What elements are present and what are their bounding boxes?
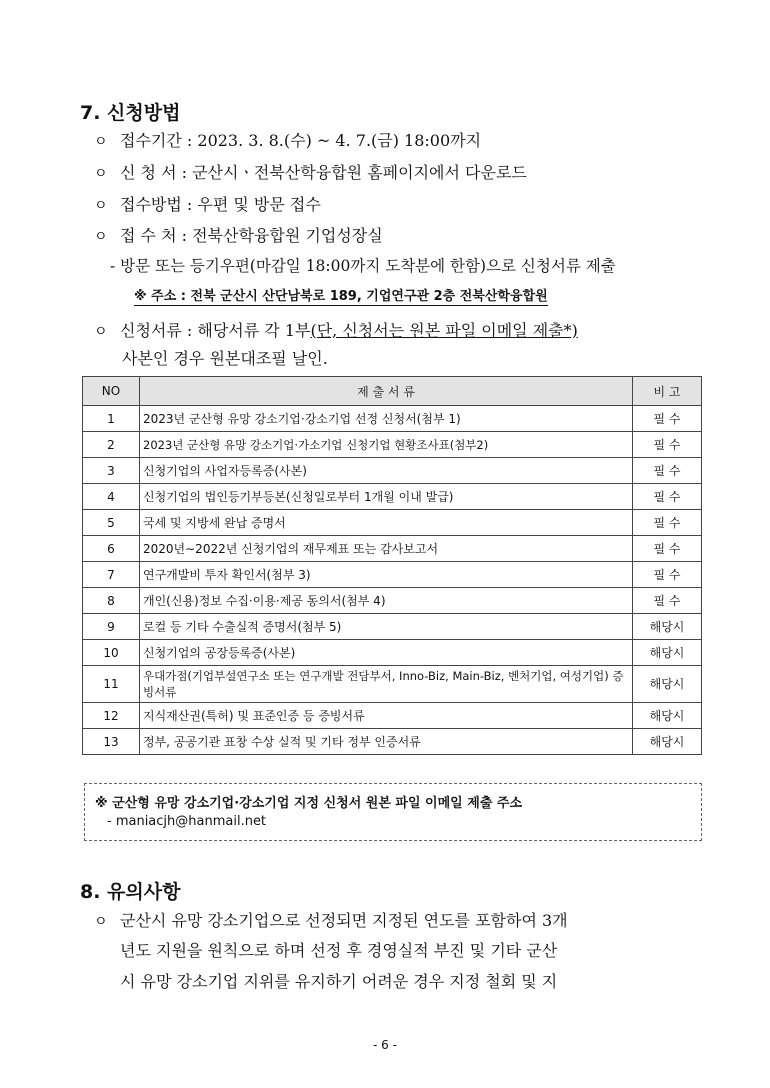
row-number: 11 — [83, 666, 140, 703]
bullet-icon: ㅇ — [94, 134, 108, 150]
required-docs-emphasis: (단, 신청서는 원본 파일 이메일 제출*) — [310, 321, 578, 340]
table-row — [83, 729, 702, 755]
row-number: 4 — [83, 484, 140, 510]
document-name: 연구개발비 투자 확인서(첨부 3) — [140, 562, 633, 588]
apply-period-text: 접수기간 : 2023. 3. 8.(수) ~ 4. 7.(금) 18:00까지 — [120, 131, 482, 150]
row-number: 1 — [83, 406, 140, 432]
notice-text-1: 군산시 유망 강소기업으로 선정되면 지정된 연도를 포함하여 3개 — [120, 911, 568, 930]
required-docs-prefix: 신청서류 : 해당서류 각 1부 — [120, 321, 311, 340]
table-row — [83, 562, 702, 588]
notice-text-3: 시 유망 강소기업 지위를 유지하기 어려운 경우 지정 철회 및 지 — [120, 972, 558, 991]
row-number: 13 — [83, 729, 140, 755]
remark: 필 수 — [633, 562, 702, 588]
row-number: 10 — [83, 640, 140, 666]
remark: 해당시 — [633, 666, 702, 703]
document-name: 개인(신용)정보 수집·이용·제공 동의서(첨부 4) — [140, 588, 633, 614]
remark: 필 수 — [633, 432, 702, 458]
table-row — [83, 536, 702, 562]
remark: 해당시 — [633, 729, 702, 755]
notice-line-1 — [94, 908, 568, 931]
document-name: 2023년 군산형 유망 강소기업·강소기업 선정 신청서(첨부 1) — [140, 406, 633, 432]
section-8-title: 8. 유의사항 — [80, 881, 181, 903]
document-name: 2020년∼2022년 신청기업의 재무제표 또는 감사보고서 — [140, 536, 633, 562]
remark: 해당시 — [633, 703, 702, 729]
apply-office-text: 접 수 처 : 전북산학융합원 기업성장실 — [120, 226, 383, 245]
document-name: 신청기업의 공장등록증(사본) — [140, 640, 633, 666]
email-note-title: ※ 군산형 유망 강소기업·강소기업 지정 신청서 원본 파일 이메일 제출 주소 — [95, 796, 523, 811]
table-row — [83, 510, 702, 536]
table-row — [83, 432, 702, 458]
apply-method-line — [94, 192, 321, 215]
remark: 필 수 — [633, 484, 702, 510]
remark: 필 수 — [633, 510, 702, 536]
page-number: - 6 - — [373, 1038, 397, 1052]
copy-certification-note: 사본인 경우 원본대조필 날인. — [122, 349, 328, 368]
document-name: 신청기업의 법인등기부등본(신청일로부터 1개월 이내 발급) — [140, 484, 633, 510]
remark: 필 수 — [633, 406, 702, 432]
table-row — [83, 640, 702, 666]
document-name: 로컬 등 기타 수출실적 증명서(첨부 5) — [140, 614, 633, 640]
remark: 필 수 — [633, 536, 702, 562]
row-number: 12 — [83, 703, 140, 729]
document-name: 국세 및 지방세 완납 증명서 — [140, 510, 633, 536]
table-row — [83, 588, 702, 614]
document-name: 지식재산권(특허) 및 표준인증 등 증빙서류 — [140, 703, 633, 729]
table-row — [83, 484, 702, 510]
submission-note: - 방문 또는 등기우편(마감일 18:00까지 도착분에 한함)으로 신청서류 제출 — [110, 257, 616, 275]
header-documents: 제 출 서 류 — [140, 377, 633, 406]
remark: 필 수 — [633, 588, 702, 614]
table-row — [83, 614, 702, 640]
application-form-text: 신 청 서 : 군산시ㆍ전북산학융합원 홈페이지에서 다운로드 — [120, 163, 527, 182]
table-row — [83, 703, 702, 729]
remark: 해당시 — [633, 614, 702, 640]
email-note-box — [84, 783, 702, 841]
apply-office-line — [94, 223, 383, 246]
table-row — [83, 666, 702, 703]
bullet-icon: ㅇ — [94, 229, 108, 245]
apply-period-line — [94, 128, 481, 151]
row-number: 3 — [83, 458, 140, 484]
bullet-icon: ㅇ — [94, 324, 108, 340]
header-remark: 비 고 — [633, 377, 702, 406]
section-7-title: 7. 신청방법 — [80, 102, 181, 124]
bullet-icon: ㅇ — [94, 914, 108, 930]
row-number: 8 — [83, 588, 140, 614]
address-note: ※ 주소 : 전북 군산시 산단남북로 189, 기업연구관 2층 전북산학융합원 — [134, 285, 548, 306]
row-number: 5 — [83, 510, 140, 536]
bullet-icon: ㅇ — [94, 198, 108, 214]
remark: 해당시 — [633, 640, 702, 666]
row-number: 6 — [83, 536, 140, 562]
table-row — [83, 458, 702, 484]
document-name: 정부, 공공기관 표창 수상 실적 및 기타 정부 인증서류 — [140, 729, 633, 755]
row-number: 2 — [83, 432, 140, 458]
table-row — [83, 406, 702, 432]
row-number: 9 — [83, 614, 140, 640]
email-address[interactable]: - maniacjh@hanmail.net — [107, 814, 267, 829]
apply-method-text: 접수방법 : 우편 및 방문 접수 — [120, 195, 321, 214]
remark: 필 수 — [633, 458, 702, 484]
document-name: 신청기업의 사업자등록증(사본) — [140, 458, 633, 484]
table-header-row — [83, 377, 702, 406]
required-docs-line — [94, 318, 578, 341]
application-form-line — [94, 160, 527, 183]
row-number: 7 — [83, 562, 140, 588]
bullet-icon: ㅇ — [94, 166, 108, 182]
document-name: 2023년 군산형 유망 강소기업·가소기업 신청기업 현황조사표(첨부2) — [140, 432, 633, 458]
document-name: 우대가점(기업부설연구소 또는 연구개발 전담부서, Inno-Biz, Main-Biz, 벤처기업, 여성기업) 증빙서류 — [140, 666, 633, 703]
notice-text-2: 년도 지원을 원칙으로 하며 선정 후 경영실적 부진 및 기타 군산 — [120, 941, 558, 960]
header-no: NO — [83, 377, 140, 406]
required-documents-table — [82, 376, 702, 755]
